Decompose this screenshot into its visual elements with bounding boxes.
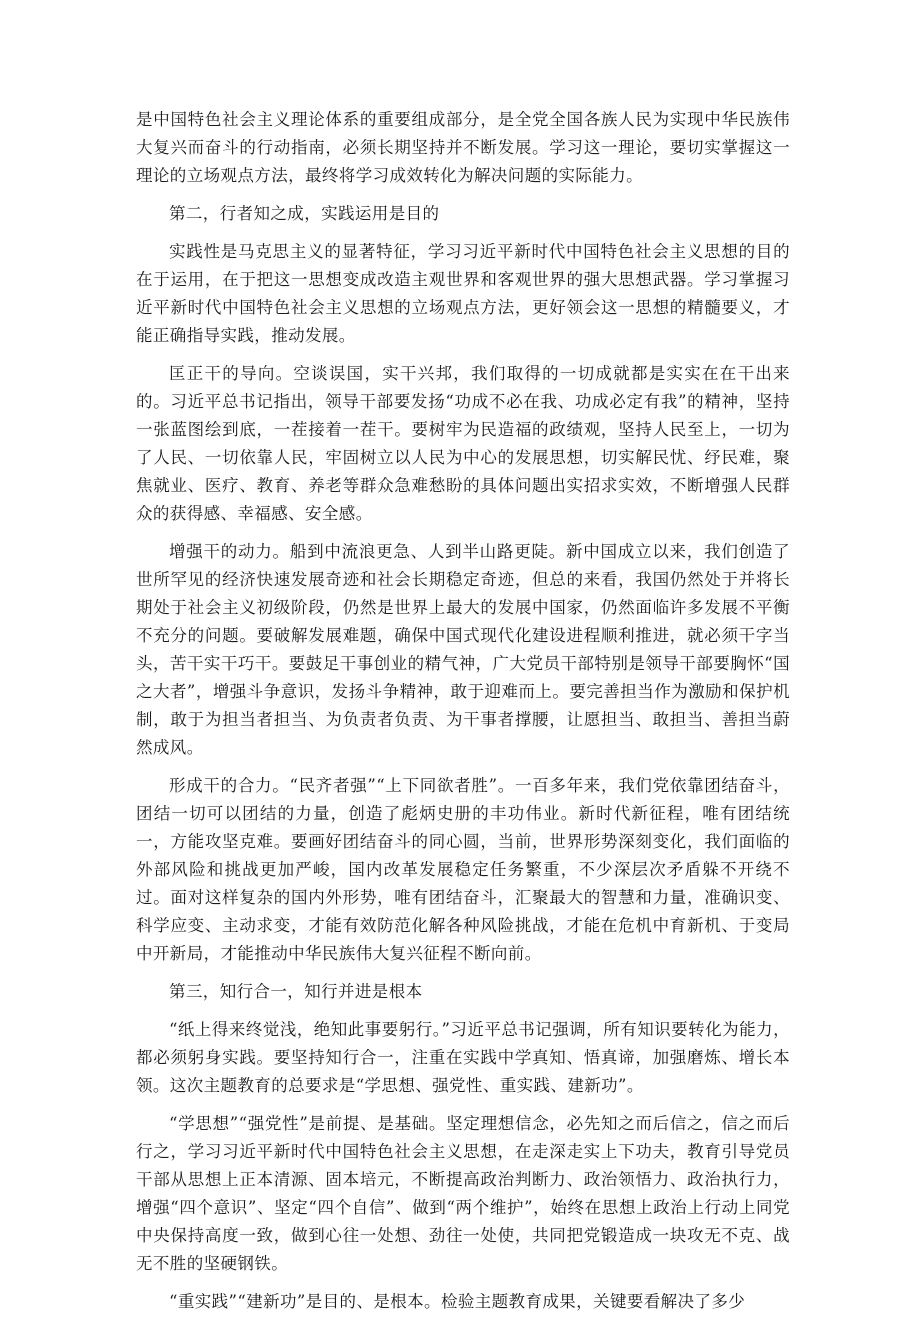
paragraph-guidance: 匡正干的导向。空谈误国，实干兴邦，我们取得的一切成就都是实实在在干出来的。习近平总书记指出，领导干部要发扬“功成不必在我、功成必定有我”的精神，坚持一张蓝图绘到底，一茬接着一茬干。要树牢为民造福的政绩观，坚持人民至上，一切为了人民、一切依靠人民，牢固树立以人民为中心的发展思想，切实解民忧、纾民难，聚焦就业、医疗、教育、养老等群众急难愁盼的具体问题出实招求实效，不断增强人民群众的获得感、幸福感、安全感。 (136, 364, 790, 523)
section-heading-third: 第三，知行合一，知行并进是根本 (169, 982, 423, 1001)
paragraph-intro-continued: 是中国特色社会主义理论体系的重要组成部分，是全党全国各族人民为实现中华民族伟大复兴而奋斗的行动指南，必须长期坚持并不断发展。学习这一理论，要切实掌握这一理论的立场观点方法，最终将学习成效转化为解决问题的实际能力。 (136, 110, 790, 185)
section-heading-second: 第二，行者知之成，实践运用是目的 (169, 204, 440, 223)
document-page (136, 106, 790, 1326)
paragraph-practice: 实践性是马克思主义的显著特征，学习习近平新时代中国特色社会主义思想的目的在于运用，在于把这一思想变成改造主观世界和客观世界的强大思想武器。学习掌握习近平新时代中国特色社会主义思想的立场观点方法，更好领会这一思想的精髓要义，才能正确指导实践，推动发展。 (136, 242, 790, 345)
paragraph-knowledge-action: “纸上得来终觉浅，绝知此事要躬行。”习近平总书记强调，所有知识要转化为能力，都必须躬身实践。要坚持知行合一，注重在实践中学真知、悟真谛，加强磨炼、增长本领。这次主题教育的总要求是“学思想、强党性、重实践、建新功”。 (136, 1020, 790, 1095)
paragraph-motivation: 增强干的动力。船到中流浪更急、人到半山路更陡。新中国成立以来，我们创造了世所罕见的经济快速发展奇迹和社会长期稳定奇迹，但总的来看，我国仍然处于并将长期处于社会主义初级阶段，仍然是世界上最大的发展中国家，仍然面临许多发展不平衡不充分的问题。要破解发展难题，确保中国式现代化建设进程顺利推进，就必须干字当头，苦干实干巧干。要鼓足干事创业的精气神，广大党员干部特别是领导干部要胸怀“国之大者”，增强斗争意识，发扬斗争精神，敢于迎难而上。要完善担当作为激励和保护机制，敢于为担当者担当、为负责者负责、为干事者撑腰，让愿担当、敢担当、善担当蔚然成风。 (136, 542, 790, 757)
paragraph-synergy: 形成干的合力。“民齐者强”“上下同欲者胜”。一百多年来，我们党依靠团结奋斗，团结一切可以团结的力量，创造了彪炳史册的丰功伟业。新时代新征程，唯有团结统一，方能攻坚克难。要画好团结奋斗的同心圆，当前，世界形势深刻变化，我们面临的外部风险和挑战更加严峻，国内改革发展稳定任务繁重，不少深层次矛盾躲不开绕不过。面对这样复杂的国内外形势，唯有团结奋斗，汇聚最大的智慧和力量，准确识变、科学应变、主动求变，才能有效防范化解各种风险挑战，才能在危机中育新机、于变局中开新局，才能推动中华民族伟大复兴征程不断向前。 (136, 776, 790, 963)
paragraph-practice-merit: “重实践”“建新功”是目的、是根本。检验主题教育成果，关键要看解决了多少 (169, 1292, 746, 1311)
paragraph-study-thought: “学思想”“强党性”是前提、是基础。坚定理想信念，必先知之而后信之，信之而后行之，学习习近平新时代中国特色社会主义思想，在走深走实上下功夫，教育引导党员干部从思想上正本清源、固本培元，不断提高政治判断力、政治领悟力、政治执行力，增强“四个意识”、坚定“四个自信”、做到“两个维护”，始终在思想上政治上行动上同党中央保持高度一致，做到心往一处想、劲往一处使，共同把党锻造成一块攻无不克、战无不胜的坚硬钢铁。 (136, 1114, 790, 1273)
